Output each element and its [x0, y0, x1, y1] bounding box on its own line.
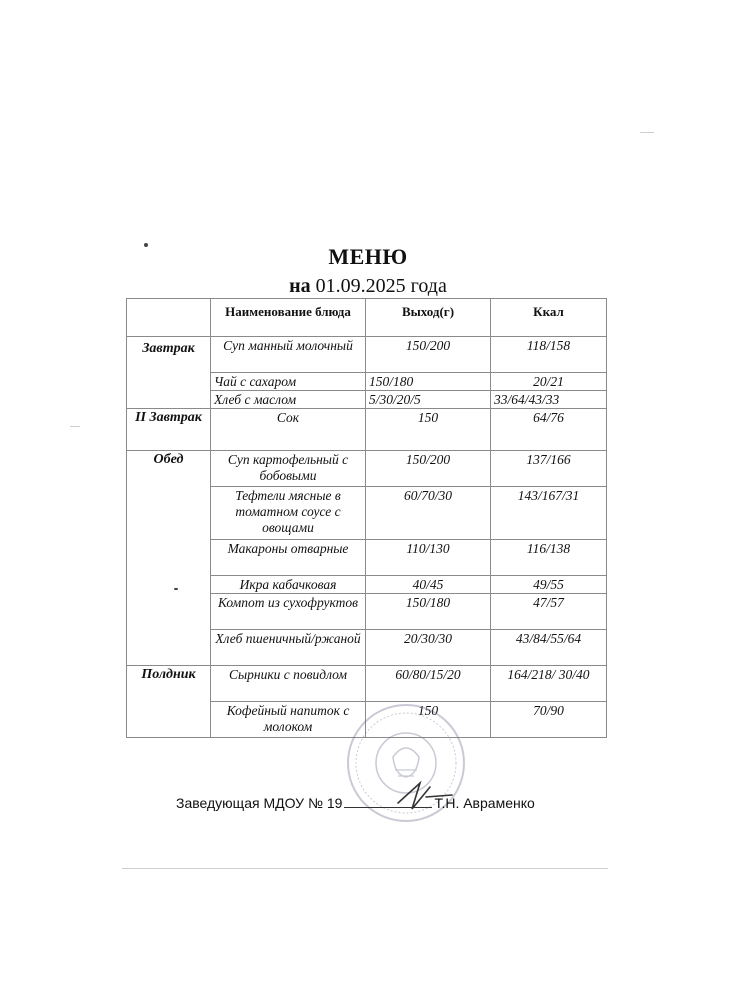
dish-name: Чай с сахаром — [211, 373, 366, 391]
table-row — [127, 337, 607, 373]
dish-kcal: 49/55 — [491, 576, 607, 594]
meal-name: Обед — [127, 451, 211, 666]
column-header-kcal: Ккал — [491, 299, 607, 337]
table-header-row — [127, 299, 607, 337]
dish-name: Компот из сухофруктов — [211, 594, 366, 630]
menu-date: 01.09.2025 года — [315, 275, 447, 297]
dish-yield: 150/200 — [366, 451, 491, 487]
dish-yield: 20/30/30 — [366, 630, 491, 666]
dish-yield: 150/200 — [366, 337, 491, 373]
dish-kcal: 143/167/31 — [491, 487, 607, 540]
dish-yield: 60/70/30 — [366, 487, 491, 540]
dish-name: Кофейный напиток с молоком — [211, 702, 366, 738]
handwritten-signature-icon — [390, 775, 460, 815]
dish-name: Сок — [211, 409, 366, 451]
column-header-meal — [127, 299, 211, 337]
signer-position: Заведующая МДОУ № 19 — [176, 795, 343, 811]
dish-name: Икра кабачковая — [211, 576, 366, 594]
column-header-yield: Выход(г) — [366, 299, 491, 337]
dish-name: Сырники с повидлом — [211, 666, 366, 702]
meal-name: Завтрак — [127, 337, 211, 409]
column-header-dish: Наименование блюда — [211, 299, 366, 337]
dish-yield: 40/45 — [366, 576, 491, 594]
dish-yield: 150 — [366, 702, 491, 738]
dish-kcal: 64/76 — [491, 409, 607, 451]
signer-name: Т.Н. Авраменко — [434, 795, 535, 811]
signature-line — [176, 795, 535, 811]
dish-yield: 150/180 — [366, 373, 491, 391]
dish-name: Суп картофельный с бобовыми — [211, 451, 366, 487]
table-row — [127, 409, 607, 451]
table-row — [127, 666, 607, 702]
dish-kcal: 47/57 — [491, 594, 607, 630]
dish-yield: 150 — [366, 409, 491, 451]
dish-name: Суп манный молочный — [211, 337, 366, 373]
dish-yield: 110/130 — [366, 540, 491, 576]
dish-name: Макароны отварные — [211, 540, 366, 576]
dish-name: Хлеб с маслом — [211, 391, 366, 409]
dish-kcal: 70/90 — [491, 702, 607, 738]
scan-line — [70, 426, 80, 427]
dish-kcal: 164/218/ 30/40 — [491, 666, 607, 702]
meal-name: Полдник — [127, 666, 211, 738]
scan-line — [640, 132, 654, 133]
dish-kcal: 20/21 — [491, 373, 607, 391]
dish-name: Тефтели мясные в томатном соусе с овощами — [211, 487, 366, 540]
dish-kcal: 137/166 — [491, 451, 607, 487]
dish-kcal: 33/64/43/33 — [491, 391, 607, 409]
dish-kcal: 118/158 — [491, 337, 607, 373]
menu-table — [126, 298, 607, 738]
dish-yield: 5/30/20/5 — [366, 391, 491, 409]
subtitle-prefix: на — [289, 275, 311, 297]
dish-name: Хлеб пшеничный/ржаной — [211, 630, 366, 666]
meal-name: II Завтрак — [127, 409, 211, 451]
page-title: МЕНЮ — [328, 244, 408, 269]
dish-kcal: 43/84/55/64 — [491, 630, 607, 666]
scan-line — [122, 868, 608, 869]
dish-yield: 150/180 — [366, 594, 491, 630]
dish-kcal: 116/138 — [491, 540, 607, 576]
dish-yield: 60/80/15/20 — [366, 666, 491, 702]
table-row — [127, 451, 607, 487]
page-subtitle — [0, 275, 736, 298]
